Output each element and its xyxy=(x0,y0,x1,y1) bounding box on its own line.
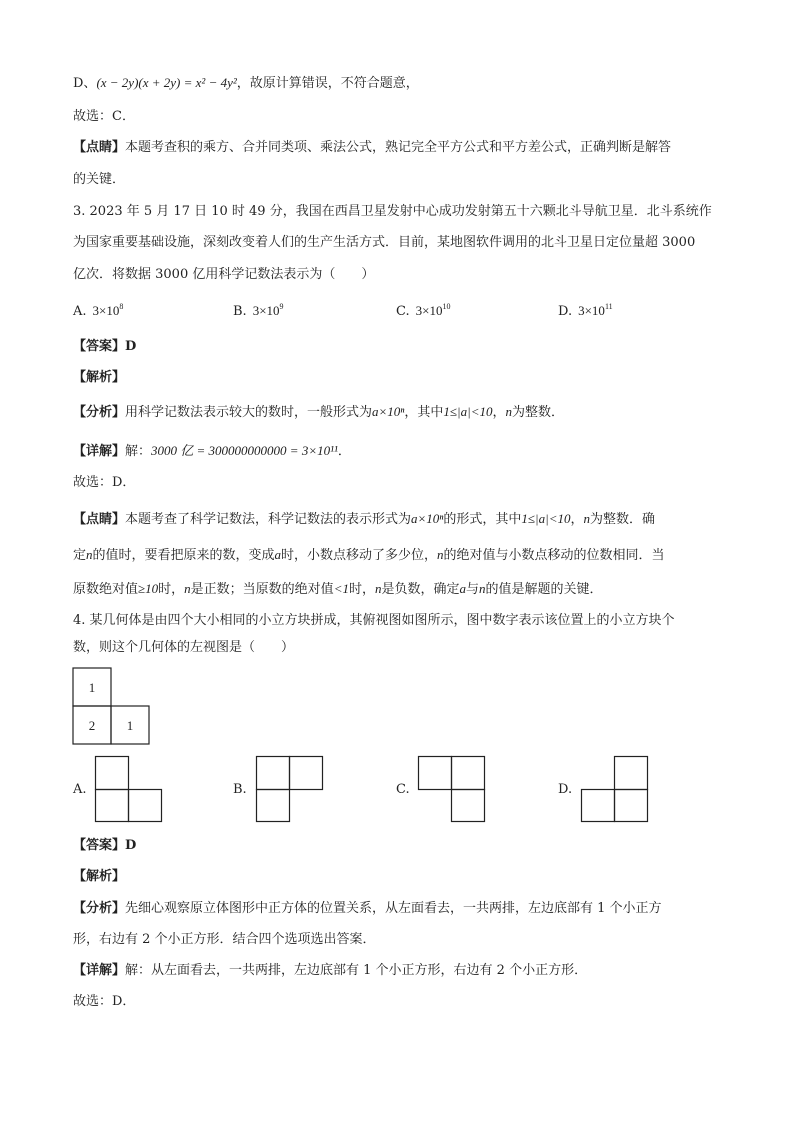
tag: 【分析】 xyxy=(73,901,126,916)
analysis-label: 【解析】 xyxy=(73,869,126,884)
text: 的值时，要看把原来的数，变成 xyxy=(92,548,275,563)
formula: a xyxy=(459,581,466,596)
dianjing-1 xyxy=(73,138,671,158)
square xyxy=(129,790,162,822)
q4-fenxi-cont: 形，右边有 2 个小正方形．结合四个选项选出答案． xyxy=(73,932,376,947)
cube-count: 1 xyxy=(88,680,96,695)
answer-choice: 故选：D． xyxy=(73,994,136,1009)
text: 是负数，确定 xyxy=(381,582,460,597)
option-exponent: 8 xyxy=(119,302,124,311)
square xyxy=(582,790,615,822)
formula: n xyxy=(505,404,512,419)
option-base: 3×10 xyxy=(578,303,605,318)
q3-xiangjie xyxy=(73,441,351,462)
formula: n xyxy=(374,581,382,596)
tag: 【详解】 xyxy=(73,444,126,459)
q3-dianjing-3 xyxy=(73,579,603,600)
square xyxy=(96,757,129,790)
option-base: 3×10 xyxy=(252,303,280,318)
formula: n xyxy=(583,511,590,526)
q3-dianjing-2 xyxy=(73,545,665,566)
formula: n xyxy=(479,581,486,596)
option-value xyxy=(578,303,613,318)
formula: a×10ⁿ xyxy=(411,511,444,526)
option-a-label: A. xyxy=(73,782,87,797)
answer-choice: 故选：C． xyxy=(73,109,135,124)
q3-fenxi xyxy=(73,402,564,423)
formula: n xyxy=(184,581,191,596)
formula: n xyxy=(86,547,93,562)
option-d-label: D. xyxy=(558,782,573,797)
option-b xyxy=(233,301,284,322)
formula: a×10ⁿ xyxy=(372,404,405,419)
text: 本题考查积的乘方、合并同类项、乘法公式，熟记完全平方公式和平方差公式，正确判断是解答 xyxy=(125,140,672,155)
q4-xiangjie xyxy=(73,961,587,981)
option-value xyxy=(416,303,451,318)
square xyxy=(96,790,129,822)
text: ， xyxy=(570,512,584,527)
square xyxy=(290,757,323,790)
formula: (x − 2y)(x + 2y) = x² − 4y² xyxy=(96,75,237,90)
text: 用科学记数法表示较大的数时，一般形式为 xyxy=(125,405,373,420)
option-a xyxy=(73,301,123,322)
text: 先细心观察原立体图形中正方体的位置关系，从左面看去，一共两排，左边底部有 1 个小正方 xyxy=(125,901,662,916)
formula: <1 xyxy=(333,581,349,596)
option-c-figure xyxy=(418,756,486,822)
option-b-figure xyxy=(256,756,324,822)
question-3-line3: 亿次．将数据 3000 亿用科学记数法表示为（ ） xyxy=(73,267,375,282)
question-4-line1: 4. 某几何体是由四个大小相同的小立方块拼成，其俯视图如图所示，图中数字表示该位置上的小立方块个 xyxy=(73,613,675,628)
formula: n xyxy=(437,547,444,562)
text: 时， xyxy=(348,582,375,597)
tag: 【分析】 xyxy=(73,405,126,420)
answer-label: 【答案】D xyxy=(73,838,137,853)
option-d xyxy=(558,301,613,322)
formula: 1≤|a|<10 xyxy=(443,404,493,419)
option-b-label: B. xyxy=(233,782,247,797)
option-label: D. xyxy=(558,304,573,319)
tag: 【点睛】 xyxy=(73,512,126,527)
text: 为整数．确 xyxy=(590,512,656,527)
text: 本题考查了科学记数法，科学记数法的表示形式为 xyxy=(125,512,412,527)
text: ，其中 xyxy=(404,405,444,420)
text: 解： xyxy=(125,444,152,459)
q3-dianjing-1 xyxy=(73,509,655,530)
option-d-comment: ，故原计算错误，不符合题意， xyxy=(236,76,419,91)
option-label: A. xyxy=(73,304,87,319)
option-base: 3×10 xyxy=(92,303,120,318)
analysis-label: 【解析】 xyxy=(73,370,126,385)
question-4-line2: 数，则这个几何体的左视图是（ ） xyxy=(73,640,295,655)
question-3-line2: 为国家重要基础设施，深刻改变着人们的生产生活方式．目前，某地图软件调用的北斗卫星日定位量超 3000 xyxy=(73,235,696,250)
option-d-review xyxy=(73,73,419,94)
formula: 1≤|a|<10 xyxy=(521,511,571,526)
square xyxy=(419,757,452,790)
text: 时， xyxy=(158,582,185,597)
square xyxy=(615,790,648,822)
option-base: 3×10 xyxy=(415,303,443,318)
square xyxy=(452,790,485,822)
top-view-figure xyxy=(72,667,152,745)
option-label: B. xyxy=(233,304,247,319)
text: 解：从左面看去，一共两排，左边底部有 1 个小正方形，右边有 2 个小正方形． xyxy=(125,963,588,978)
option-exponent: 11 xyxy=(604,302,613,311)
option-c-label: C. xyxy=(396,782,410,797)
option-value xyxy=(253,303,284,318)
q4-fenxi xyxy=(73,899,662,919)
text: 是正数；当原数的绝对值 xyxy=(190,582,334,597)
text: 的绝对值与小数点移动的位数相同．当 xyxy=(443,548,665,563)
text: 为整数． xyxy=(512,405,565,420)
square xyxy=(615,757,648,790)
formula: a xyxy=(274,547,282,562)
answer-choice: 故选：D． xyxy=(73,475,136,490)
option-c xyxy=(396,301,450,322)
dianjing-1-cont: 的关键． xyxy=(73,172,126,187)
cube-count: 1 xyxy=(126,718,134,733)
option-d-prefix: D、 xyxy=(73,76,97,91)
answer-label: 【答案】D xyxy=(73,339,137,354)
text: ． xyxy=(337,444,351,459)
formula: 3000 亿 = 300000000000 = 3×10¹¹ xyxy=(151,443,338,458)
option-exponent: 9 xyxy=(279,302,284,311)
text: 定 xyxy=(73,548,87,563)
square xyxy=(257,790,290,822)
text: 的值是解题的关键． xyxy=(485,582,603,597)
tag: 【详解】 xyxy=(73,963,126,978)
square xyxy=(257,757,290,790)
question-3-line1: 3. 2023 年 5 月 17 日 10 时 49 分，我国在西昌卫星发射中心成功发射第五十六颗北斗导航卫星．北斗系统作 xyxy=(73,204,712,219)
option-d-figure xyxy=(581,756,649,822)
option-a-figure xyxy=(95,756,163,822)
text: 的形式，其中 xyxy=(443,512,522,527)
text: ， xyxy=(492,405,506,420)
tag: 【点睛】 xyxy=(73,140,126,155)
option-label: C. xyxy=(396,304,410,319)
square xyxy=(452,757,485,790)
option-value xyxy=(93,303,124,318)
option-exponent: 10 xyxy=(442,302,451,311)
cube-count: 2 xyxy=(88,718,96,733)
text: 原数绝对值 xyxy=(73,582,139,597)
text: 与 xyxy=(466,582,480,597)
formula: ≥10 xyxy=(138,581,159,596)
text: 时，小数点移动了多少位， xyxy=(281,548,438,563)
